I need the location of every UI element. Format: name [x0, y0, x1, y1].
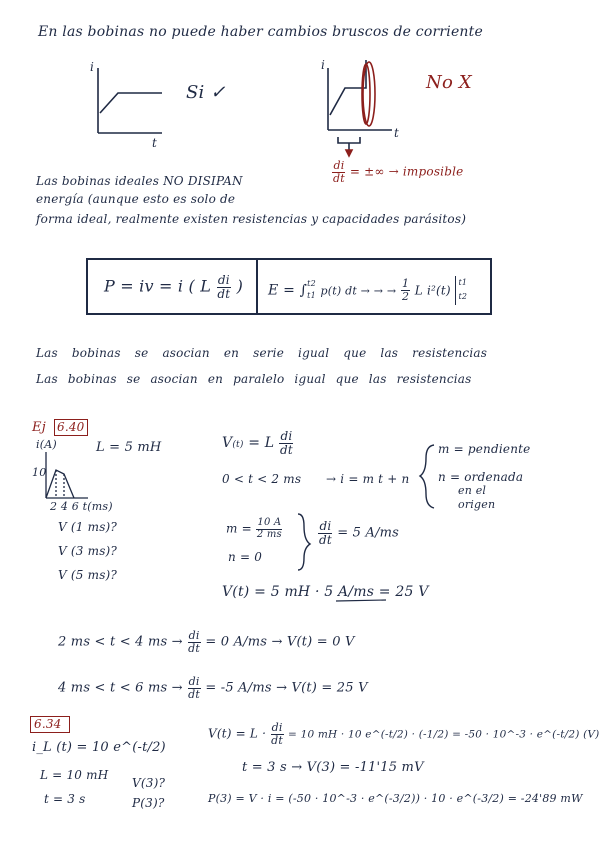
vt-den: dt — [279, 442, 293, 457]
energy-upper: t2 — [307, 278, 316, 288]
range3: 4 ms < t < 6 ms → — [58, 680, 183, 696]
energy-eval-upper: t1 — [458, 278, 468, 287]
example2-p-line: P(3) = V · i = (-50 · 10^-3 · e^(-3/2)) · 10 · e^(-3/2) = -24'89 mW — [208, 792, 583, 805]
didt-den: dt — [319, 532, 332, 547]
ideal-line-2: energía (aunque esto es solo de — [36, 192, 236, 206]
range2-rest: = 0 A/ms → V(t) = 0 V — [205, 634, 355, 650]
example2-t3-line: t = 3 s → V(3) = -11'15 mV — [242, 760, 424, 775]
v2-den: dt — [271, 733, 284, 747]
v2-num: di — [271, 721, 283, 734]
example1-x-ticks: 2 4 6 t(ms) — [50, 500, 113, 513]
energy-lower: t1 — [307, 291, 316, 301]
vt-num: di — [280, 429, 293, 443]
example2-v-eq — [208, 722, 599, 746]
example2-L: L = 10 mH — [40, 768, 109, 782]
range3-den: dt — [188, 687, 200, 701]
impossible-note — [332, 160, 463, 184]
example1-tag: 6.40 — [57, 420, 85, 434]
m-label: m = — [226, 521, 252, 536]
v2-prefix: V(t) = L · — [208, 726, 267, 741]
graph-ok-x-label: t — [152, 136, 158, 150]
range3-rest: = -5 A/ms → V(t) = 25 V — [205, 680, 368, 696]
association-paralelo: Las bobinas se asocian en paralelo igual que las resistencias — [36, 372, 472, 386]
n-line: n = 0 — [228, 550, 263, 564]
range2-line — [58, 630, 355, 654]
vt-prefix: V — [222, 435, 233, 452]
range1-result: → i = m t + n — [326, 472, 410, 486]
example2-tag: 6.34 — [34, 717, 62, 731]
brace-n: n = ordenada — [438, 470, 524, 484]
range3-line — [58, 676, 368, 700]
m-num: 10 A — [257, 517, 282, 528]
energy-integrand: p(t) dt → → → — [320, 284, 397, 298]
range3-num: di — [188, 675, 200, 688]
range2: 2 ms < t < 4 ms → — [58, 634, 183, 650]
vt-formula — [222, 430, 294, 456]
example1-y-unit: i(A) — [36, 438, 57, 451]
energy-half-num: 1 — [401, 277, 410, 291]
result-underline — [336, 600, 386, 601]
question-v1: V (1 ms)? — [58, 520, 118, 534]
v-line: V(t) = 5 mH · 5 A/ms = 25 V — [222, 584, 429, 600]
ideal-line-1: Las bobinas ideales NO DISIPAN — [36, 174, 243, 188]
energy-eval-lower: t2 — [458, 292, 468, 302]
didt-val: = 5 A/ms — [337, 525, 400, 541]
graph-ok — [98, 68, 162, 133]
example1-prefix: Ej — [32, 420, 46, 435]
energy-prefix: E = ∫ — [268, 282, 308, 299]
brace-n2: en el — [458, 484, 487, 497]
brace-n3: origen — [458, 498, 496, 511]
v2-rest: = 10 mH · 10 e^(-t/2) · (-1/2) = -50 · 10^-3 · e^(-t/2) (V) — [288, 728, 599, 741]
power-den: dt — [217, 286, 231, 301]
graph-bad — [328, 60, 392, 156]
brace-m: m = pendiente — [438, 442, 531, 456]
range1: 0 < t < 2 ms — [222, 472, 302, 486]
power-open: ( L — [188, 276, 212, 296]
example1-y-tick: 10 — [32, 466, 47, 479]
note-den: dt — [333, 171, 345, 185]
graph-ok-y-label: i — [90, 60, 95, 74]
question-v3: V (3 ms)? — [58, 544, 118, 558]
graph-bad-x-label: t — [394, 126, 400, 140]
association-serie: Las bobinas se asocian en serie igual que las resistencias — [36, 346, 488, 360]
example1-L: L = 5 mH — [96, 440, 162, 455]
didt-line — [318, 520, 399, 546]
intro-line: En las bobinas no puede haber cambios bruscos de corriente — [38, 24, 483, 40]
power-close: ) — [236, 276, 244, 296]
graph-ok-verdict: Si ✓ — [186, 82, 226, 103]
m-line — [226, 518, 283, 540]
brace — [298, 445, 434, 570]
example2-t: t = 3 s — [44, 792, 86, 806]
example2-current: i_L (t) = 10 e^(-t/2) — [32, 740, 166, 755]
vt-sub: (t) — [232, 440, 244, 451]
note-num: di — [333, 159, 345, 172]
didt-num: di — [319, 519, 332, 533]
power-formula — [104, 274, 243, 300]
question-v3s: V(3)? — [132, 776, 166, 790]
range2-num: di — [188, 629, 200, 642]
example1-graph — [46, 452, 88, 498]
note-rest: = ±∞ → imposible — [349, 164, 464, 179]
question-v5: V (5 ms)? — [58, 568, 118, 582]
graph-bad-verdict: No X — [426, 72, 472, 93]
m-den: 2 ms — [256, 528, 282, 540]
power-num: di — [217, 273, 230, 287]
ideal-line-3: forma ideal, realmente existen resistencias y capacidades parásitos) — [36, 212, 467, 226]
power-prefix: P = iv = i — [104, 276, 184, 296]
energy-half-den: 2 — [401, 289, 410, 303]
question-p3s: P(3)? — [132, 796, 165, 810]
energy-tail: L i²(t) — [414, 283, 451, 298]
vt-eq: = L — [248, 435, 275, 452]
graph-bad-y-label: i — [321, 58, 326, 72]
range2-den: dt — [188, 641, 200, 655]
formula-box-divider — [256, 258, 258, 315]
energy-formula — [268, 276, 467, 305]
